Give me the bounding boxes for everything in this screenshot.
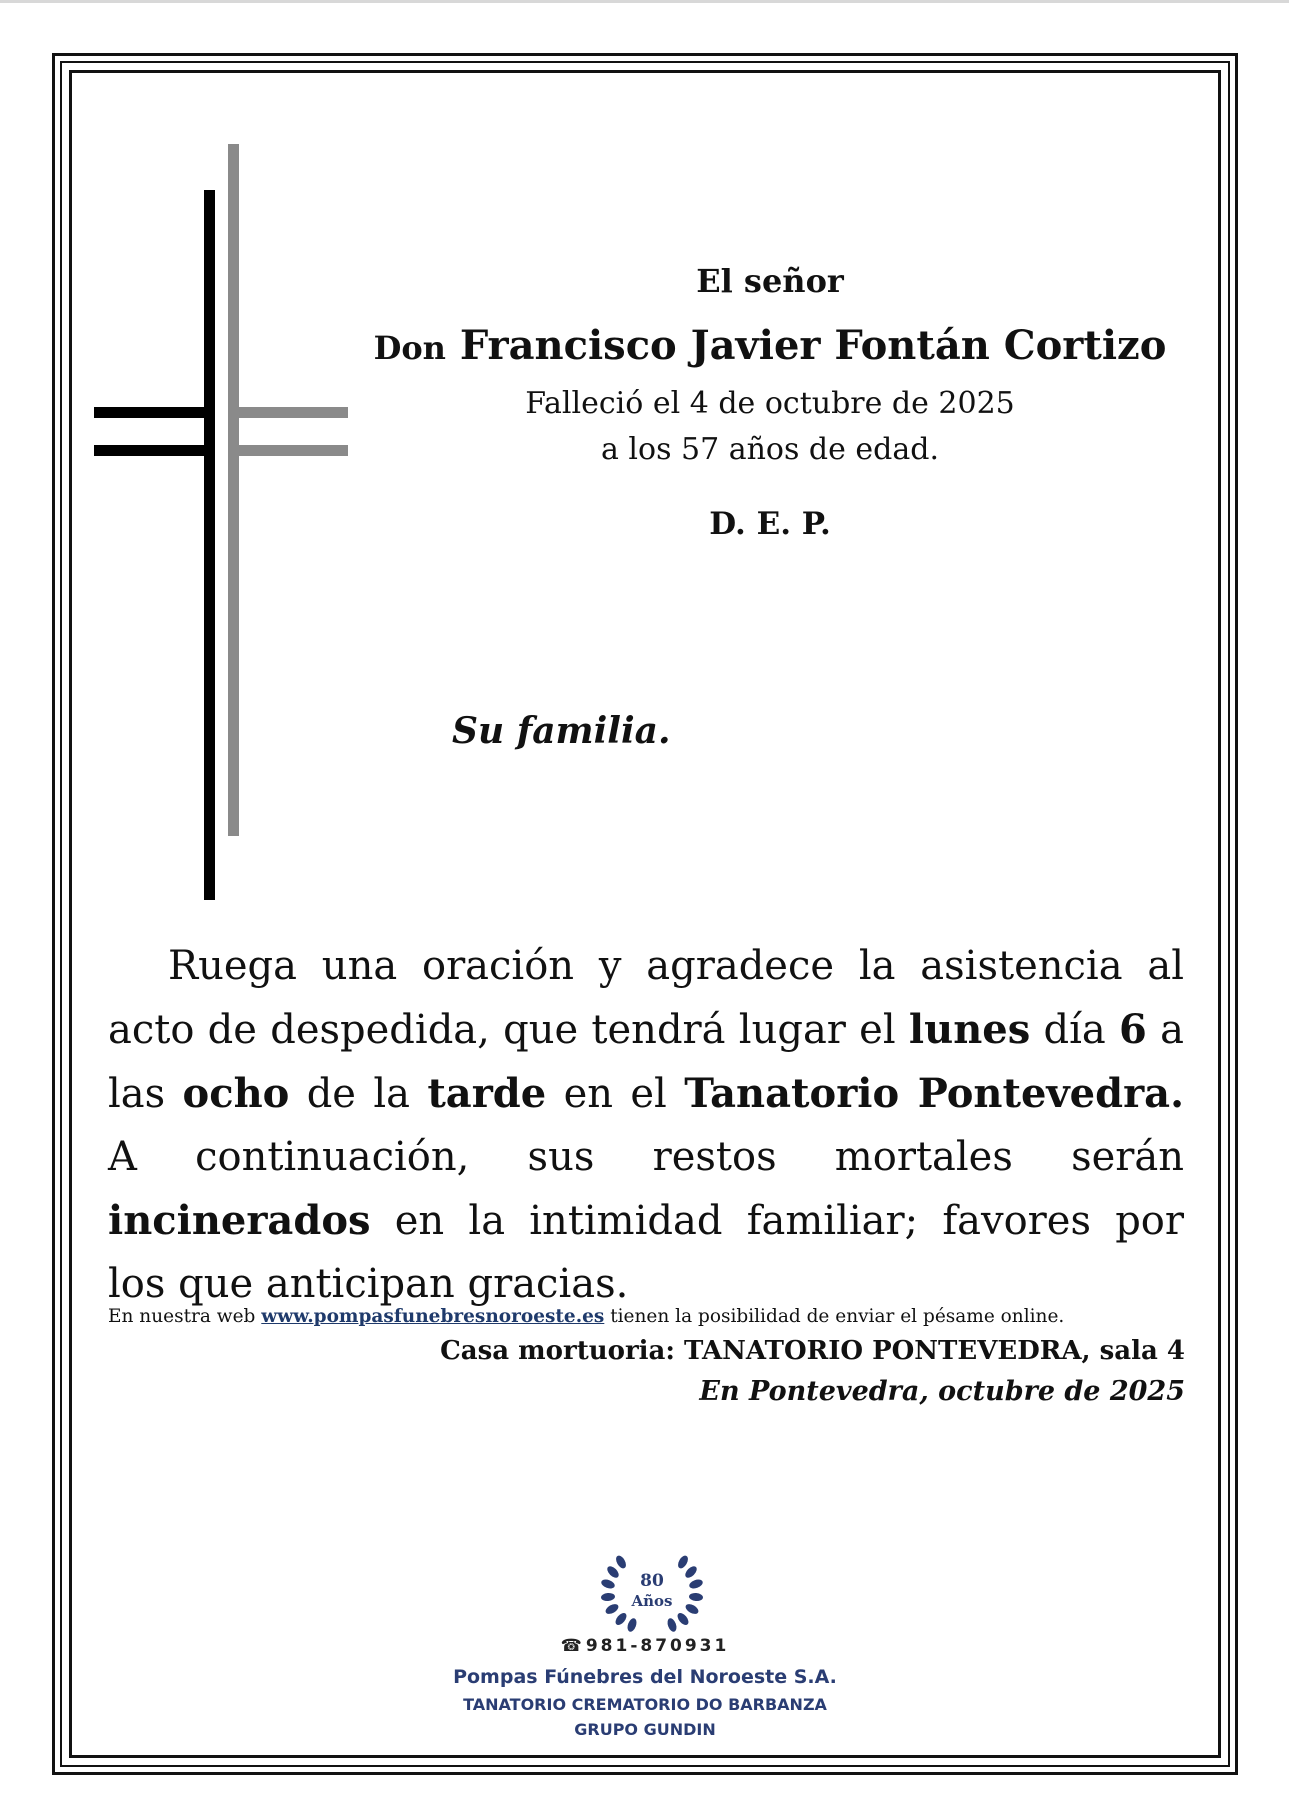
place-date-line: En Pontevedra, octubre de 2025	[699, 1376, 1185, 1407]
body-bold-time-of-day: tarde	[427, 1070, 547, 1117]
cross-icon	[92, 144, 352, 904]
intro-line: El señor	[696, 262, 844, 300]
honorific: Don	[373, 329, 446, 367]
body-text-5: en el	[546, 1071, 685, 1117]
mortuary-line: Casa mortuoria: TANATORIO PONTEVEDRA, sala 4	[440, 1336, 1185, 1366]
body-bold-date: 6	[1119, 1006, 1147, 1053]
web-note-suffix: tienen la posibilidad de enviar el pésame online.	[604, 1306, 1065, 1327]
body-text-2: día	[1030, 1007, 1120, 1053]
body-text-4: de la	[289, 1071, 428, 1117]
body-text-6: A continuación, sus restos mortales serán	[108, 1134, 1184, 1180]
website-link[interactable]: www.pompasfunebresnoroeste.es	[261, 1306, 605, 1327]
ceremony-paragraph	[108, 935, 1184, 1316]
family-signature: Su familia.	[452, 710, 671, 752]
death-date-line: Falleció el 4 de octubre de 2025	[525, 386, 1015, 421]
cross-grey-arm-top	[228, 407, 348, 418]
deceased-name-line	[370, 322, 1170, 369]
body-text-7: en la intimidad familiar; favores por los que anticipan gracias.	[108, 1198, 1184, 1307]
company-name: Pompas Fúnebres del Noroeste S.A.	[453, 1666, 837, 1688]
body-bold-incinerated: incinerados	[108, 1197, 371, 1244]
rip-line: D. E. P.	[709, 506, 831, 542]
group-name: GRUPO GUNDIN	[574, 1720, 716, 1739]
top-rule	[0, 0, 1289, 3]
crematorium-name: TANATORIO CREMATORIO DO BARBANZA	[463, 1695, 827, 1714]
laurel-wreath-icon	[591, 1542, 713, 1642]
cross-black-arm-bottom	[94, 445, 215, 456]
body-bold-hour: ocho	[182, 1070, 290, 1117]
cross-black-vertical	[204, 190, 215, 900]
phone-number: 981-870931	[585, 1636, 730, 1656]
cross-grey-arm-bottom	[228, 445, 348, 456]
body-bold-venue: Tanatorio Pontevedra.	[684, 1070, 1185, 1117]
body-text-3: a las	[108, 1007, 1184, 1117]
web-note-prefix: En nuestra web	[108, 1306, 262, 1327]
phone-line	[330, 1636, 960, 1656]
cross-black-arm-top	[94, 407, 215, 418]
cross-grey-vertical	[228, 144, 239, 836]
telephone-icon: ☎	[560, 1636, 582, 1656]
age-line: a los 57 años de edad.	[601, 432, 939, 467]
body-bold-day: lunes	[908, 1006, 1031, 1053]
logo-number: 80	[640, 1571, 664, 1591]
web-condolence-note	[108, 1306, 1064, 1327]
logo-word: Años	[631, 1592, 673, 1610]
deceased-name: Francisco Javier Fontán Cortizo	[459, 322, 1167, 369]
body-text-1: Ruega una oración y agradece la asistencia al acto de despedida, que tendrá lugar el	[108, 943, 1184, 1053]
